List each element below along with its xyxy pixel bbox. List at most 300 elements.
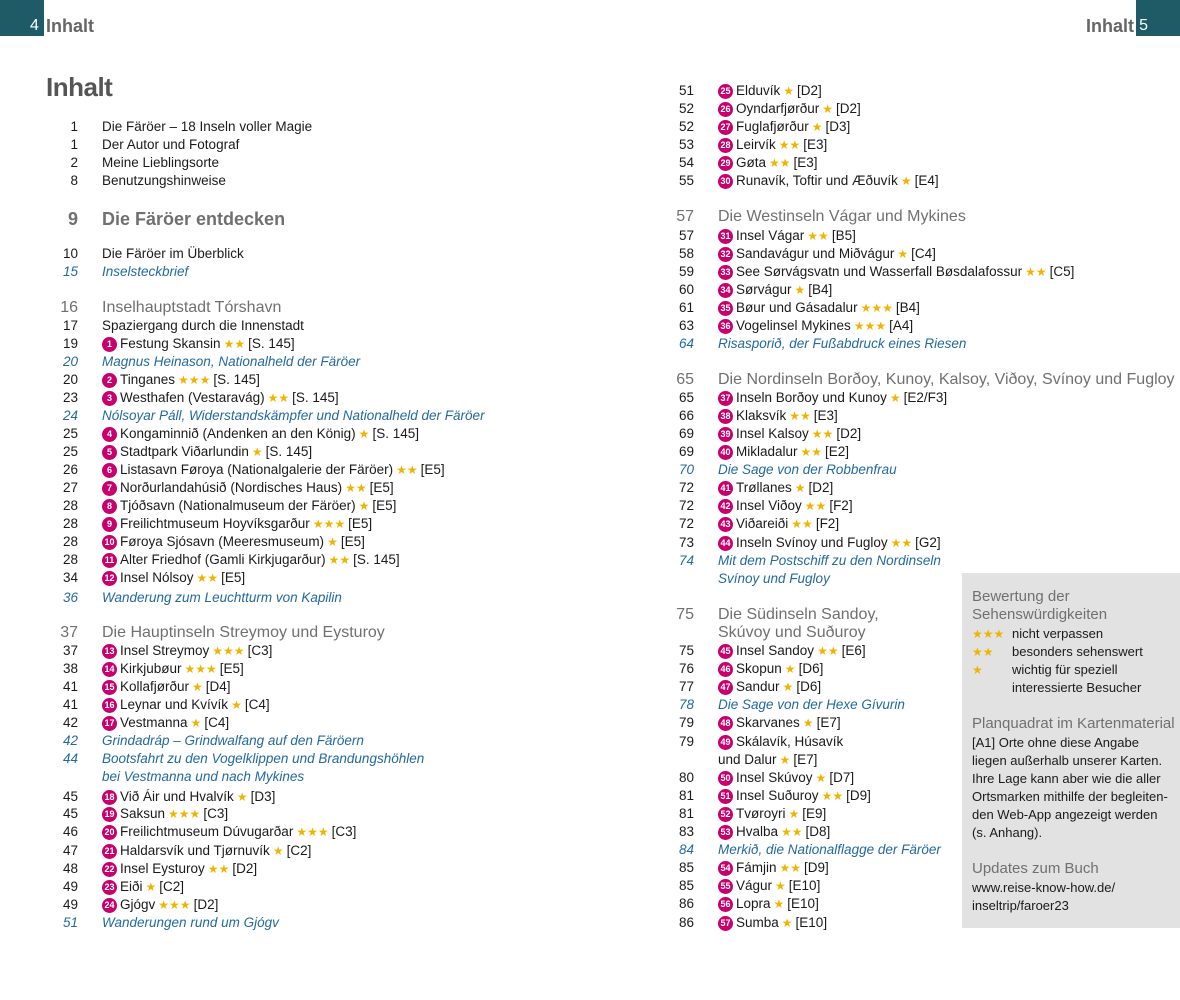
toc-entry-label: [102, 914, 279, 932]
toc-entry-label: [102, 299, 281, 317]
toc-entry[interactable]: [662, 172, 962, 190]
toc-entry[interactable]: [46, 788, 506, 806]
toc-entry-text: Føroya Sjósavn (Meeresmuseum): [120, 534, 325, 549]
updates-link[interactable]: inseltrip/faroer23: [972, 898, 1069, 913]
sight-number-badge: 3: [102, 391, 117, 406]
toc-entry-label: [718, 606, 879, 624]
toc-entry-text: Stadtpark Viðarlundin: [120, 444, 249, 459]
toc-entry-text: Skopun: [736, 661, 782, 676]
rating-stars-icon: ★: [788, 807, 800, 821]
rating-stars-icon: ★: [811, 120, 823, 134]
rating-stars-icon: ★: [190, 716, 202, 730]
toc-entry-text: See Sørvágsvatn und Wasserfall Bøsdalafossur: [736, 264, 1023, 279]
toc-entry-text: Haldarsvík und Tjørnuvík: [120, 843, 270, 858]
toc-entry-label: [102, 696, 270, 714]
toc-entry[interactable]: [662, 534, 962, 552]
left-page-number: 4: [30, 17, 39, 34]
toc-entry-text: Elduvík: [736, 83, 781, 98]
toc-entry[interactable]: [662, 389, 962, 407]
toc-page-number: 20: [62, 354, 78, 369]
rating-stars-icon: ★★: [769, 156, 791, 170]
toc-entry[interactable]: [46, 878, 506, 896]
toc-entry[interactable]: [662, 769, 962, 787]
rating-stars-2: ★★: [972, 645, 994, 659]
toc-page-number: 44: [62, 751, 78, 766]
toc-entry[interactable]: [662, 154, 962, 172]
toc-entry[interactable]: [662, 497, 962, 515]
toc-page-number: 81: [678, 806, 694, 821]
map-reference: [G2]: [915, 535, 941, 550]
toc-page-number: 37: [62, 643, 78, 658]
toc-entry-text: Freilichtmuseum Hoyvíksgarður: [120, 516, 310, 531]
rating-stars-icon: ★: [822, 102, 834, 116]
toc-entry-label: [102, 118, 312, 136]
toc-entry[interactable]: [46, 371, 506, 389]
rating-desc-1b: interessierte Besucher: [1012, 680, 1142, 695]
toc-entry-label: [102, 896, 218, 914]
toc-entry-text: Hvalba: [736, 824, 779, 839]
rating-stars-icon: ★★★: [296, 825, 329, 839]
toc-entry[interactable]: [662, 805, 962, 823]
plan-heading: Planquadrat im Kartenmaterial: [972, 715, 1175, 732]
toc-entry[interactable]: [662, 245, 962, 263]
toc-entry[interactable]: [46, 533, 506, 551]
toc-page-number: 77: [678, 679, 694, 694]
sight-number-badge: 11: [102, 553, 117, 568]
plan-line: den Web-App angezeigt werden: [972, 807, 1158, 822]
sight-number-badge: 53: [718, 825, 733, 840]
map-reference: [E5]: [219, 661, 244, 676]
toc-entry[interactable]: [662, 299, 962, 317]
toc-entry[interactable]: [662, 606, 962, 624]
toc-entry-label: [102, 389, 339, 407]
rating-stars-icon: ★: [231, 698, 242, 712]
sight-number-badge: 29: [718, 156, 733, 171]
toc-entry-text: Insel Streymoy: [120, 643, 210, 658]
toc-entry[interactable]: [46, 136, 506, 154]
toc-entry-label: [718, 425, 861, 443]
sight-number-badge: 34: [718, 283, 733, 298]
toc-entry-text: Insel Eysturoy: [120, 861, 205, 876]
rating-stars-icon: ★: [272, 844, 284, 858]
sight-number-badge: 46: [718, 662, 733, 677]
toc-entry-label: [718, 787, 871, 805]
toc-entry-label: [102, 642, 272, 660]
toc-page-number: 55: [678, 173, 694, 188]
toc-entry[interactable]: [46, 768, 506, 786]
rating-heading: Bewertung der: [972, 588, 1070, 605]
toc-entry[interactable]: [662, 570, 962, 588]
toc-entry[interactable]: [46, 805, 506, 823]
toc-page-number: 53: [678, 137, 694, 152]
toc-page-number: 74: [678, 553, 694, 568]
toc-entry-label: [718, 642, 866, 660]
map-reference: [S. 145]: [292, 390, 339, 405]
toc-entry-label: [718, 245, 936, 263]
map-reference: [S. 145]: [353, 552, 400, 567]
map-reference: [D2]: [193, 897, 219, 912]
toc-entry[interactable]: [46, 569, 506, 587]
toc-entry[interactable]: [46, 172, 506, 190]
legend-box: [962, 573, 1180, 928]
toc-page-number: 64: [678, 336, 694, 351]
toc-page-number: 57: [676, 208, 694, 225]
toc-entry[interactable]: [46, 461, 506, 479]
toc-entry[interactable]: [46, 118, 506, 136]
toc-entry[interactable]: [46, 245, 506, 263]
rating-stars-icon: ★: [815, 771, 827, 785]
rating-stars-icon: ★★★: [312, 517, 346, 531]
toc-entry-text: Insel Sandoy: [736, 643, 815, 658]
toc-page-number: 28: [62, 498, 78, 513]
rating-stars-icon: ★★: [804, 499, 827, 513]
toc-entry[interactable]: [46, 551, 506, 569]
toc-entry-text: Við Áir und Hvalvík: [120, 789, 234, 804]
map-reference: [E2/F3]: [903, 390, 948, 405]
toc-entry[interactable]: [46, 154, 506, 172]
sight-number-badge: 20: [102, 825, 117, 840]
map-reference: [C3]: [203, 806, 229, 821]
toc-page-number: 41: [62, 679, 78, 694]
toc-entry[interactable]: [46, 425, 506, 443]
toc-entry[interactable]: [46, 210, 506, 228]
toc-entry[interactable]: [662, 859, 962, 877]
toc-entry[interactable]: [46, 860, 506, 878]
toc-entry[interactable]: [662, 371, 1175, 389]
toc-entry-label: [102, 842, 311, 860]
toc-entry-text: Insel Kalsoy: [736, 426, 809, 441]
right-page-number: 5: [1139, 17, 1148, 34]
toc-entry[interactable]: [46, 299, 506, 317]
toc-entry[interactable]: [662, 479, 962, 497]
toc-entry-text: Sørvágur: [736, 282, 792, 297]
toc-entry-label: [718, 299, 920, 317]
map-reference: [C3]: [331, 824, 357, 839]
toc-entry[interactable]: [46, 497, 506, 515]
toc-page-number: 72: [678, 480, 694, 495]
toc-page-number: 42: [62, 715, 78, 730]
toc-entry-text: Merkið, die Nationalflagge der Färöer: [718, 842, 941, 857]
toc-page-number: 16: [60, 299, 78, 316]
toc-entry[interactable]: [662, 407, 962, 425]
toc-entry[interactable]: [46, 732, 506, 750]
toc-entry[interactable]: [662, 136, 962, 154]
toc-entry-label: [718, 461, 897, 479]
toc-page-number: 28: [62, 534, 78, 549]
toc-entry[interactable]: [662, 552, 962, 570]
toc-entry-text: Leynar und Kvívík: [120, 697, 229, 712]
map-reference: [D6]: [798, 661, 824, 676]
map-reference: [E5]: [372, 498, 397, 513]
toc-entry[interactable]: [46, 317, 506, 335]
sight-number-badge: 31: [718, 229, 733, 244]
toc-page-number: 49: [62, 897, 78, 912]
toc-entry-text: Kollafjørður: [120, 679, 190, 694]
toc-entry-label: [102, 823, 356, 841]
sight-number-badge: 12: [102, 571, 117, 586]
toc-entry-label: [102, 878, 184, 896]
rating-stars-icon: ★: [358, 499, 370, 513]
toc-page-number: 79: [678, 715, 694, 730]
rating-stars-icon: ★★: [207, 862, 230, 876]
toc-entry-label: [102, 317, 304, 335]
toc-entry[interactable]: [46, 678, 506, 696]
toc-page-number: 63: [678, 318, 694, 333]
toc-entry-text: Risasporið, der Fußabdruck eines Riesen: [718, 336, 967, 351]
toc-entry[interactable]: [662, 461, 962, 479]
toc-entry-label: [718, 317, 913, 335]
toc-entry[interactable]: [662, 678, 962, 696]
toc-entry[interactable]: [46, 842, 506, 860]
toc-entry[interactable]: [662, 100, 962, 118]
toc-entry-text: Die Färöer – 18 Inseln voller Magie: [102, 119, 313, 134]
toc-entry-label: [102, 860, 257, 878]
toc-entry-label: [718, 769, 854, 787]
sight-number-badge: 16: [102, 698, 117, 713]
map-reference: [A4]: [889, 318, 914, 333]
toc-entry-text: Runavík, Toftir und Æðuvík: [736, 173, 898, 188]
toc-entry[interactable]: [662, 823, 962, 841]
sight-number-badge: 10: [102, 535, 117, 550]
toc-page-number: 65: [676, 371, 694, 388]
plan-line: [A1] Orte ohne diese Angabe: [972, 735, 1139, 750]
toc-entry-text: Gøta: [736, 155, 767, 170]
toc-entry-label: [718, 877, 820, 895]
toc-entry[interactable]: [46, 335, 506, 353]
plan-line: Ihre Lage kann aber wie die aller: [972, 771, 1161, 786]
toc-entry[interactable]: [662, 914, 962, 932]
toc-entry[interactable]: [46, 642, 506, 660]
sight-number-badge: 57: [718, 916, 733, 931]
toc-entry[interactable]: [46, 479, 506, 497]
toc-entry[interactable]: [662, 877, 962, 895]
toc-entry[interactable]: [662, 751, 962, 769]
toc-entry[interactable]: [46, 589, 506, 607]
toc-page-number: 19: [62, 336, 78, 351]
toc-entry-label: [102, 569, 245, 587]
rating-stars-icon: ★★: [890, 536, 913, 550]
sight-number-badge: 17: [102, 716, 117, 731]
page-title: Inhalt: [46, 72, 113, 102]
rating-stars-icon: ★: [794, 283, 806, 297]
toc-entry-label: [102, 732, 364, 750]
rating-heading-2: Sehenswürdigkeiten: [972, 606, 1108, 623]
left-header-title: Inhalt: [46, 16, 94, 36]
map-reference: [D9]: [846, 788, 871, 803]
rating-stars-icon: ★: [773, 897, 785, 911]
map-reference: [E5]: [369, 480, 394, 495]
toc-entry[interactable]: [662, 263, 1075, 281]
toc-entry[interactable]: [662, 660, 962, 678]
toc-entry[interactable]: [46, 896, 506, 914]
toc-page-number: 1: [70, 119, 78, 134]
toc-entry-text: Magnus Heinason, Nationalheld der Färöer: [102, 354, 361, 369]
toc-entry[interactable]: [662, 624, 962, 642]
updates-heading: Updates zum Buch: [972, 860, 1099, 877]
map-reference: [C4]: [911, 246, 936, 261]
toc-entry[interactable]: [46, 823, 506, 841]
toc-entry-label: [718, 805, 826, 823]
toc-entry[interactable]: [662, 642, 962, 660]
toc-entry[interactable]: [662, 281, 962, 299]
rating-stars-icon: ★★: [781, 825, 803, 839]
rating-stars-icon: ★★: [791, 517, 813, 531]
toc-entry[interactable]: [662, 118, 962, 136]
toc-entry[interactable]: [662, 227, 962, 245]
toc-entry-text: Spaziergang durch die Innenstadt: [102, 318, 304, 333]
toc-entry[interactable]: [662, 515, 962, 533]
toc-page-number: 70: [678, 462, 694, 477]
toc-page-number: 76: [678, 661, 694, 676]
sight-number-badge: 23: [102, 880, 117, 895]
toc-entry[interactable]: [662, 82, 962, 100]
map-reference: [S. 145]: [265, 444, 313, 459]
toc-entry[interactable]: [46, 263, 506, 281]
toc-entry-label: [102, 245, 244, 263]
toc-entry[interactable]: [46, 714, 506, 732]
map-reference: [C5]: [1049, 264, 1075, 279]
plan-line: liegen außerhalb unserer Karten.: [972, 753, 1163, 768]
toc-page-number: 45: [62, 806, 78, 821]
map-reference: [E10]: [788, 878, 821, 893]
rating-stars-icon: ★: [236, 790, 248, 804]
toc-entry-label: [102, 136, 239, 154]
toc-entry[interactable]: [662, 841, 962, 859]
toc-page-number: 25: [62, 444, 78, 459]
toc-entry-text: Die Sage von der Robbenfrau: [718, 462, 897, 477]
rating-stars-icon: ★: [897, 247, 909, 261]
toc-entry[interactable]: [662, 208, 966, 226]
sight-number-badge: 50: [718, 771, 733, 786]
map-reference: [F2]: [815, 516, 840, 531]
toc-entry-label: [102, 443, 312, 461]
toc-entry[interactable]: [46, 443, 506, 461]
rating-stars-icon: ★★★: [860, 301, 893, 315]
toc-entry[interactable]: [662, 443, 962, 461]
toc-entry-label: [718, 552, 941, 570]
toc-entry-text: Klaksvík: [736, 408, 787, 423]
toc-entry[interactable]: [662, 714, 962, 732]
sight-number-badge: 56: [718, 897, 733, 912]
toc-page-number: 8: [70, 173, 78, 188]
map-reference: [D3]: [825, 119, 851, 134]
toc-entry-text: Inseln Borðoy und Kunoy: [736, 390, 887, 405]
toc-page-number: 49: [62, 879, 78, 894]
toc-entry[interactable]: [662, 696, 962, 714]
toc-entry-label: [718, 696, 905, 714]
sight-number-badge: 24: [102, 898, 117, 913]
map-reference: [E5]: [221, 570, 246, 585]
toc-entry-text: Westhafen (Vestaravág): [120, 390, 265, 405]
rating-stars-icon: ★★★: [184, 662, 217, 676]
rating-stars-icon: ★★★: [178, 373, 211, 387]
plan-line: (s. Anhang).: [972, 825, 1043, 840]
rating-stars-icon: ★★: [779, 861, 802, 875]
toc-entry-text: Die Hauptinseln Streymoy und Eysturoy: [102, 624, 385, 641]
sight-number-badge: 4: [102, 427, 117, 442]
toc-page-number: 2: [70, 155, 78, 170]
toc-entry-text: Die Nordinseln Borðoy, Kunoy, Kalsoy, Viðoy, Svínoy und Fugloy: [718, 371, 1175, 388]
map-reference: [S. 145]: [248, 336, 295, 351]
toc-entry[interactable]: [662, 895, 962, 913]
map-reference: [D2]: [836, 101, 861, 116]
toc-entry-text: Fámjin: [736, 860, 777, 875]
map-reference: [E7]: [816, 715, 841, 730]
sight-number-badge: 28: [718, 138, 733, 153]
updates-link[interactable]: www.reise-know-how.de/: [972, 880, 1116, 895]
toc-entry[interactable]: [46, 515, 506, 533]
rating-stars-icon: ★★: [811, 427, 834, 441]
toc-entry-label: [718, 678, 821, 696]
toc-entry-text: Alter Friedhof (Gamli Kirkjugarður): [120, 552, 326, 567]
map-reference: [D9]: [804, 860, 829, 875]
toc-entry[interactable]: [46, 696, 506, 714]
toc-entry[interactable]: [662, 335, 967, 353]
toc-entry[interactable]: [662, 425, 962, 443]
toc-entry-text: Mit dem Postschiff zu den Nordinseln: [718, 553, 941, 568]
rating-desc-3: nicht verpassen: [1012, 626, 1104, 641]
toc-page-number: 38: [62, 661, 78, 676]
toc-entry[interactable]: [662, 733, 962, 751]
toc-entry-text: Insel Viðoy: [736, 498, 802, 513]
toc-page-number: 41: [62, 697, 78, 712]
sight-number-badge: 5: [102, 445, 117, 460]
toc-entry-label: [718, 443, 849, 461]
toc-entry[interactable]: [46, 407, 506, 425]
rating-stars-icon: ★: [145, 880, 157, 894]
toc-entry[interactable]: [46, 389, 506, 407]
toc-page-number: 75: [676, 606, 694, 623]
map-reference: [F2]: [829, 498, 853, 513]
toc-entry-label: [718, 136, 827, 154]
sight-number-badge: 43: [718, 517, 733, 532]
rating-stars-icon: ★★★: [853, 319, 887, 333]
sight-number-badge: 7: [102, 481, 117, 496]
toc-entry-label: [718, 733, 843, 751]
toc-entry-label: [718, 335, 966, 353]
toc-entry-text: Vogelinsel Mykines: [736, 318, 851, 333]
rating-desc-1: wichtig für speziell: [1012, 662, 1118, 677]
toc-entry[interactable]: [46, 353, 506, 371]
toc-page-number: 57: [678, 228, 694, 243]
toc-page-number: 37: [60, 624, 78, 641]
toc-entry-label: [102, 805, 228, 823]
sight-number-badge: 42: [718, 499, 733, 514]
toc-entry[interactable]: [46, 914, 506, 932]
map-reference: [E3]: [803, 137, 828, 152]
toc-entry-label: [102, 461, 445, 479]
sight-number-badge: 2: [102, 373, 117, 388]
toc-entry-label: [718, 263, 1074, 281]
toc-page-number: 48: [62, 861, 78, 876]
toc-entry-label: [718, 823, 830, 841]
toc-page-number: 72: [678, 516, 694, 531]
toc-entry[interactable]: [46, 660, 506, 678]
toc-entry-label: [718, 714, 841, 732]
toc-page-number: 75: [678, 643, 694, 658]
toc-entry-label: [718, 895, 819, 913]
toc-entry[interactable]: [46, 624, 506, 642]
toc-entry-label: [718, 624, 866, 642]
toc-entry-text: Vestmanna: [120, 715, 188, 730]
toc-page-number: 28: [62, 552, 78, 567]
toc-entry-text: Insel Nólsoy: [120, 570, 194, 585]
toc-entry[interactable]: [662, 317, 962, 335]
rating-stars-icon: ★★★: [212, 644, 245, 658]
toc-entry-label: [102, 263, 188, 281]
toc-entry[interactable]: [46, 750, 506, 768]
toc-entry[interactable]: [662, 787, 962, 805]
